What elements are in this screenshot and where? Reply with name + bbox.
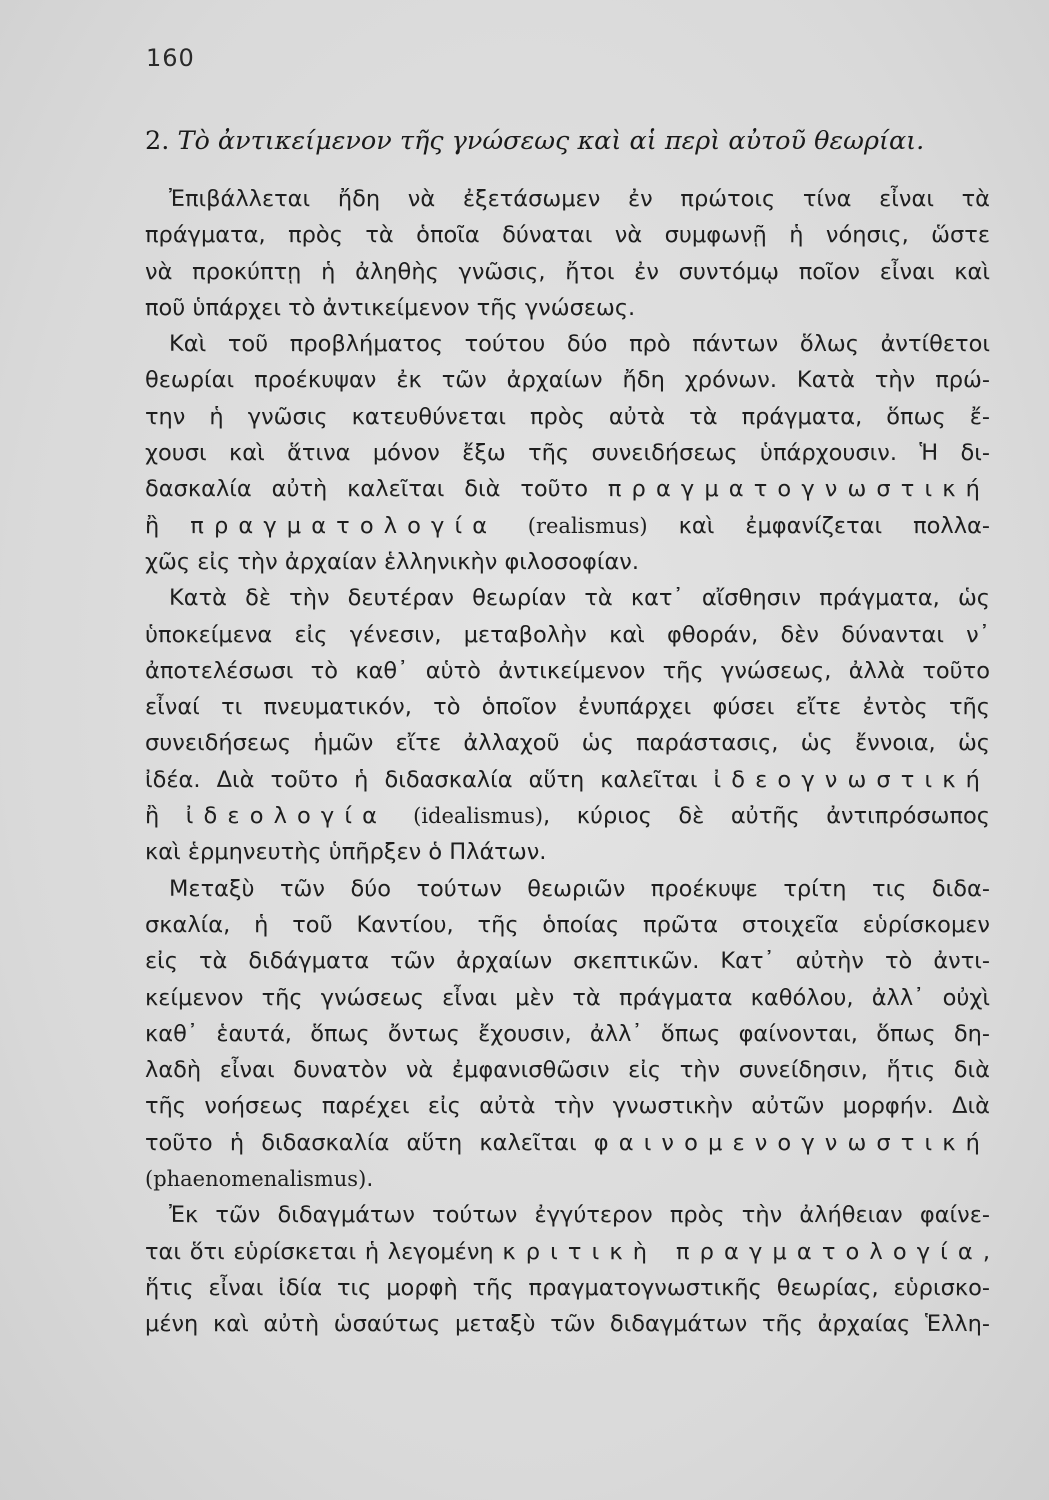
text-run: καὶ ἐμφανίζεται πολλα- [647,512,990,539]
text-line [145,1161,990,1197]
text-run: , κύριος δὲ αὐτῆς ἀντιπρόσωπος [543,803,990,830]
text-line [145,290,990,326]
text-run: λαδὴ εἶναι δυνατὸν νὰ ἐμφανισθῶσιν εἰς τὴν συνείδησιν, ἥτις διὰ [145,1057,990,1084]
text-line [145,1197,990,1233]
text-run: Ἐκ τῶν διδαγμάτων τούτων ἐγγύτερον πρὸς τὴν ἀλήθειαν φαίνε- [169,1202,990,1229]
spaced-term: ἰδεογνωστική [713,766,990,793]
text-line [145,1306,990,1342]
text-run: τῆς νοήσεως παρέχει εἰς αὐτὰ τὴν γνωστικὴν αὐτῶν μορφήν. Διὰ [145,1093,990,1120]
text-run: νὰ προκύπτῃ ἡ ἀληθὴς γνῶσις, ἤτοι ἐν συντόμῳ ποῖον εἶναι καὶ [145,258,990,285]
section-heading [145,126,1005,156]
text-run: , [982,1238,991,1265]
text-run: τοῦτο ἡ διδασκαλία αὕτη καλεῖται [145,1129,594,1156]
text-run: Καὶ τοῦ προβλήματος τούτου δύο πρὸ πάντων ὅλως ἀντίθετοι [169,331,990,358]
text-line [145,362,990,398]
text-run: καθ᾿ ἑαυτά, ὅπως ὄντως ἔχουσιν, ἀλλ᾿ ὅπως φαίνονται, ὅπως δη- [145,1020,990,1047]
text-run: καὶ ἑρμηνευτὴς ὑπῆρξεν ὁ Πλάτων. [145,839,547,866]
text-line [145,834,990,870]
text-line [145,217,990,253]
text-run: ἢ [145,512,191,539]
text-line [145,762,990,798]
spaced-term: πραγματογνωστική [607,476,990,503]
text-line [145,1052,990,1088]
text-run: σκαλία, ἡ τοῦ Καντίου, τῆς ὁποίας πρῶτα στοιχεῖα εὑρίσκομεν [145,911,990,938]
text-run: ποῦ ὑπάρχει τὸ ἀντικείμενον τῆς γνώσεως. [145,294,636,321]
spaced-term: ἰδεολογία [185,803,388,830]
text-line [145,254,990,290]
section-title: Τὸ ἀντικείμενον τῆς γνώσεως καὶ αἱ περὶ αὐτοῦ θεωρίαι. [177,126,925,156]
body-text [145,181,990,1343]
text-line [145,326,990,362]
page-number: 160 [146,44,195,72]
text-line [145,798,990,834]
text-line [145,725,990,761]
text-run: πράγματα, πρὸς τὰ ὁποῖα δύναται νὰ συμφωνῇ ἡ νόησις, ὥστε [145,222,990,249]
text-line [145,689,990,725]
text-run: ἰδέα. Διὰ τοῦτο ἡ διδασκαλία αὕτη καλεῖται [145,766,714,793]
text-run: κείμενον τῆς γνώσεως εἶναι μὲν τὰ πράγματα καθόλου, ἀλλ᾿ οὐχὶ [145,984,990,1011]
text-line [145,471,990,507]
text-line [145,1088,990,1124]
latin-term: (realismus) [497,513,648,538]
text-run: θεωρίαι προέκυψαν ἐκ τῶν ἀρχαίων ἤδη χρόνων. Κατὰ τὴν πρώ- [145,367,990,394]
text-line [145,617,990,653]
text-line [145,544,990,580]
text-run: ἀποτελέσωσι τὸ καθ᾿ αὑτὸ ἀντικείμενον τῆς γνώσεως, ἀλλὰ τοῦτο [145,657,990,684]
text-line [145,653,990,689]
text-line [145,1125,990,1161]
text-run: δασκαλία αὐτὴ καλεῖται διὰ τοῦτο [145,476,608,503]
section-number: 2. [145,126,170,156]
text-run: χῶς εἰς τὴν ἀρχαίαν ἑλληνικὴν φιλοσοφίαν. [145,548,640,575]
text-line [145,871,990,907]
text-line [145,943,990,979]
text-line [145,980,990,1016]
text-run: χουσι καὶ ἅτινα μόνον ἔξω τῆς συνειδήσεως ὑπάρχουσιν. Ἡ δι- [145,440,990,467]
text-run: Μεταξὺ τῶν δύο τούτων θεωριῶν προέκυψε τρίτη τις διδα- [169,875,990,902]
text-line [145,1234,990,1270]
text-run: την ἡ γνῶσις κατευθύνεται πρὸς αὐτὰ τὰ πράγματα, ὅπως ἔ- [145,403,990,430]
text-run: ται ὅτι εὑρίσκεται ἡ λεγομένη [145,1238,503,1265]
text-line [145,435,990,471]
spaced-term: πραγματολογία [190,512,498,539]
text-line [145,907,990,943]
text-run: μένη καὶ αὐτὴ ὡσαύτως μεταξὺ τῶν διδαγμάτων τῆς ἀρχαίας Ἑλλη- [145,1311,990,1338]
text-run: ἥτις εἶναι ἰδία τις μορφὴ τῆς πραγματογνωστικῆς θεωρίας, εὑρισκο- [145,1274,990,1301]
text-run: εἰς τὰ διδάγματα τῶν ἀρχαίων σκεπτικῶν. Κατ᾿ αὐτὴν τὸ ἀντι- [145,948,990,975]
text-run: Κατὰ δὲ τὴν δευτέραν θεωρίαν τὰ κατ᾿ αἴσθησιν πράγματα, ὡς [169,585,990,612]
text-run: εἶναί τι πνευματικόν, τὸ ὁποῖον ἐνυπάρχει φύσει εἴτε ἐντὸς τῆς [145,694,990,721]
text-line [145,580,990,616]
text-line [145,508,990,544]
text-line [145,1270,990,1306]
text-line [145,181,990,217]
spaced-term: φαινομενογνωστική [593,1129,990,1156]
text-line [145,1016,990,1052]
text-line [145,399,990,435]
text-run: ἢ [145,803,186,830]
text-run: . [366,1166,374,1193]
spaced-term: κριτικὴ πραγματολογία [502,1238,983,1265]
text-run: Ἐπιβάλλεται ἤδη νὰ ἐξετάσωμεν ἐν πρώτοις τίνα εἶναι τὰ [169,186,990,212]
text-run: ὑποκείμενα εἰς γένεσιν, μεταβολὴν καὶ φθοράν, δὲν δύνανται ν᾿ [145,621,990,648]
text-run: συνειδήσεως ἡμῶν εἴτε ἀλλαχοῦ ὡς παράστασις, ὡς ἔννοια, ὡς [145,730,990,757]
latin-term: (idealismus) [387,804,544,829]
latin-term: (phaenomenalismus) [145,1167,367,1192]
